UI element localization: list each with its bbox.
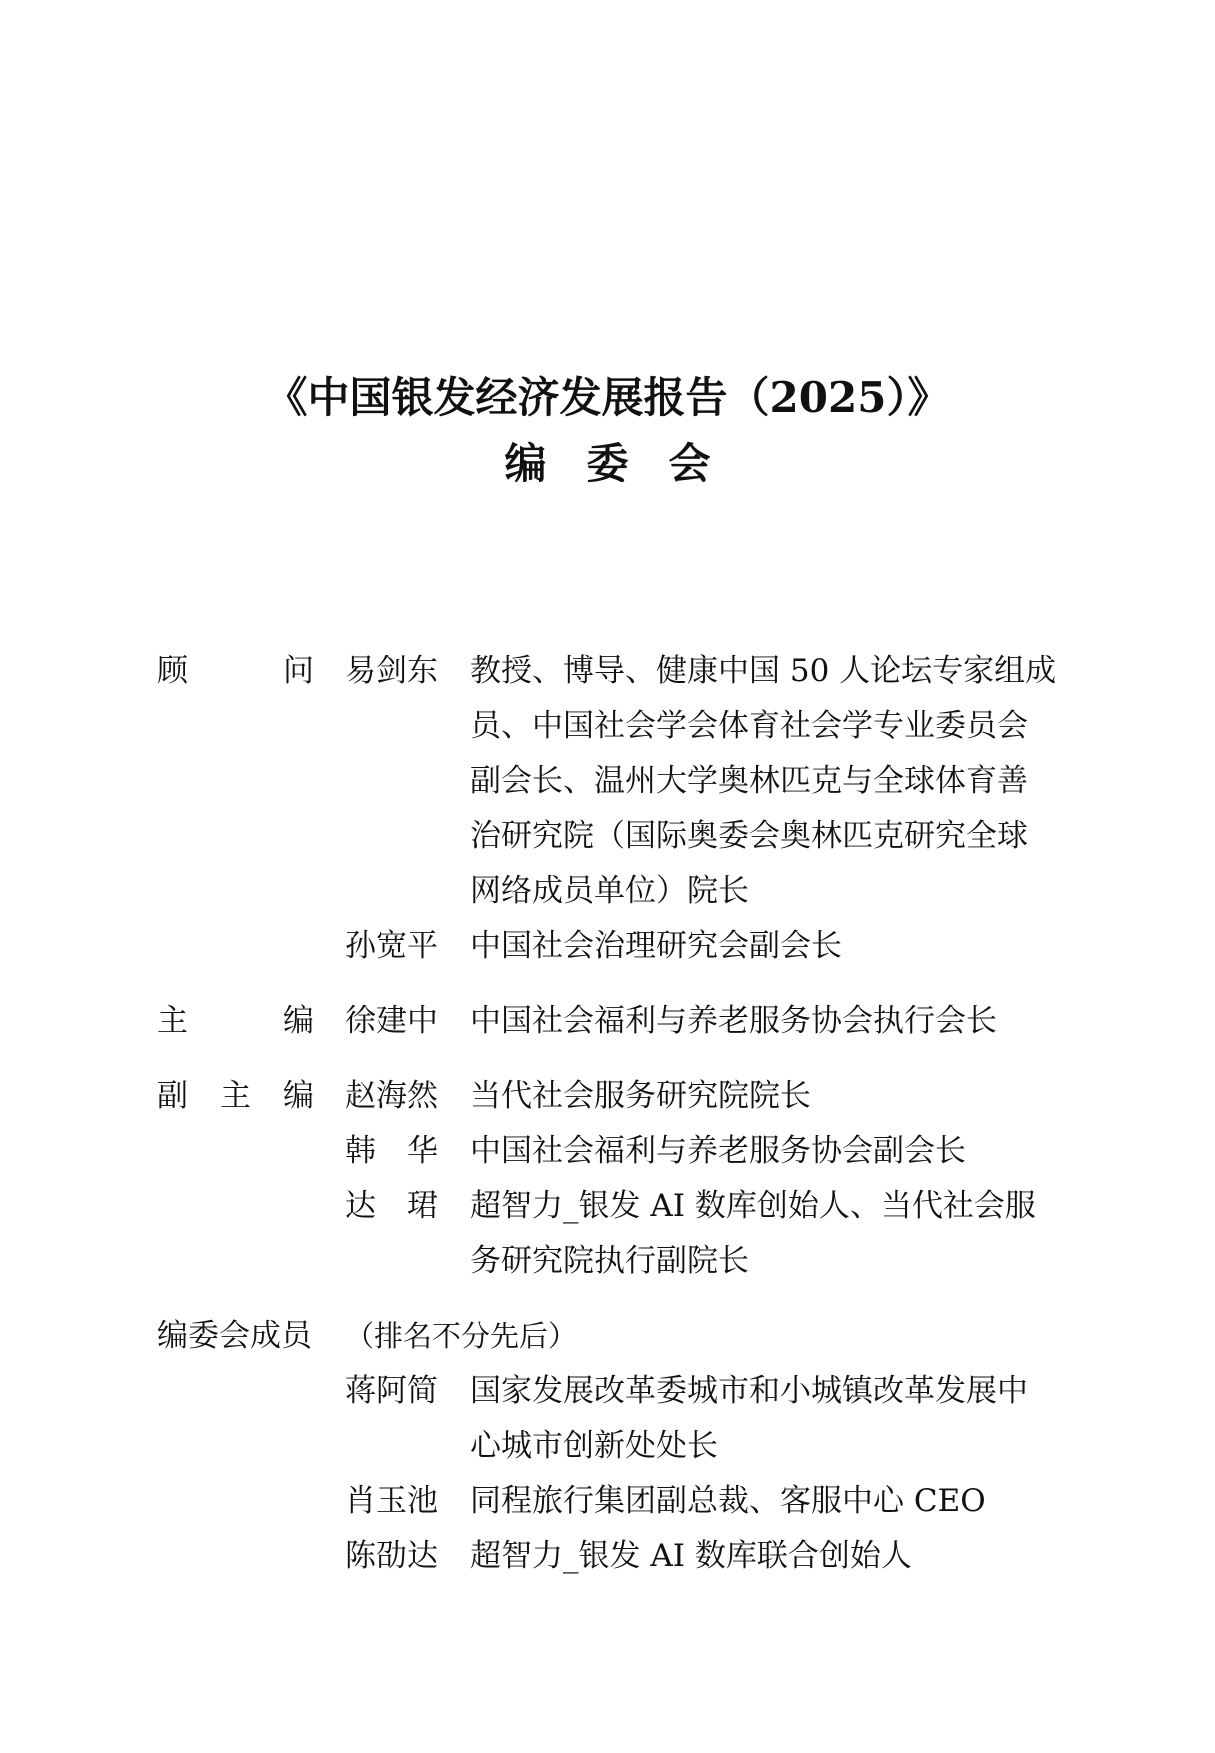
committee-member-name: 肖玉池 bbox=[345, 1483, 438, 1519]
deputy-editor-name-char-2: 珺 bbox=[407, 1188, 438, 1224]
chief-editor-label-char-1: 主 bbox=[157, 1003, 188, 1039]
committee-label: 编委会成员 bbox=[157, 1318, 312, 1354]
page-title: 《中国银发经济发展报告（2025）》 bbox=[265, 373, 950, 422]
deputy-editors-label-char-2: 主 bbox=[220, 1078, 251, 1114]
deputy-editor-name-char-1: 韩 bbox=[345, 1133, 376, 1169]
advisor-name: 孙宽平 bbox=[345, 928, 438, 964]
deputy-editor-desc-line: 务研究院执行副院长 bbox=[470, 1243, 749, 1279]
committee-member-desc-line: 国家发展改革委城市和小城镇改革发展中 bbox=[470, 1373, 1028, 1409]
committee-member-desc-line: 超智力_银发 AI 数库联合创始人 bbox=[470, 1538, 912, 1574]
committee-member-name: 陈劭达 bbox=[345, 1538, 438, 1574]
advisors-label-char-2: 问 bbox=[283, 653, 314, 689]
deputy-editor-desc-line: 超智力_银发 AI 数库创始人、当代社会服 bbox=[470, 1188, 1036, 1224]
advisor-desc-line: 员、中国社会学会体育社会学专业委员会 bbox=[470, 708, 1028, 744]
advisor-desc-line: 教授、博导、健康中国 50 人论坛专家组成 bbox=[470, 653, 1057, 689]
advisor-name: 易剑东 bbox=[345, 653, 438, 689]
deputy-editor-name-char-2: 华 bbox=[407, 1133, 438, 1169]
deputy-editor-desc-line: 当代社会服务研究院院长 bbox=[470, 1078, 811, 1114]
deputy-editor-name: 赵海然 bbox=[345, 1078, 438, 1114]
deputy-editor-name-char-1: 达 bbox=[345, 1188, 376, 1224]
deputy-editor-desc-line: 中国社会福利与养老服务协会副会长 bbox=[470, 1133, 966, 1169]
committee-member-name: 蒋阿简 bbox=[345, 1373, 438, 1409]
advisor-desc-line: 中国社会治理研究会副会长 bbox=[470, 928, 842, 964]
committee-order-note: （排名不分先后） bbox=[345, 1319, 578, 1353]
page-subtitle: 编委会 bbox=[504, 439, 751, 488]
chief-editor-name: 徐建中 bbox=[345, 1003, 438, 1039]
committee-member-desc-line: 同程旅行集团副总裁、客服中心 CEO bbox=[470, 1483, 986, 1519]
deputy-editors-label-char-1: 副 bbox=[157, 1078, 188, 1114]
chief-editor-label-char-2: 编 bbox=[283, 1003, 314, 1039]
committee-member-desc-line: 心城市创新处处长 bbox=[470, 1428, 718, 1464]
advisor-desc-line: 治研究院（国际奥委会奥林匹克研究全球 bbox=[470, 818, 1028, 854]
advisor-desc-line: 网络成员单位）院长 bbox=[470, 873, 749, 909]
chief-editor-desc-line: 中国社会福利与养老服务协会执行会长 bbox=[470, 1003, 997, 1039]
deputy-editors-label-char-3: 编 bbox=[283, 1078, 314, 1114]
advisor-desc-line: 副会长、温州大学奥林匹克与全球体育善 bbox=[470, 763, 1028, 799]
advisors-label-char-1: 顾 bbox=[157, 653, 188, 689]
